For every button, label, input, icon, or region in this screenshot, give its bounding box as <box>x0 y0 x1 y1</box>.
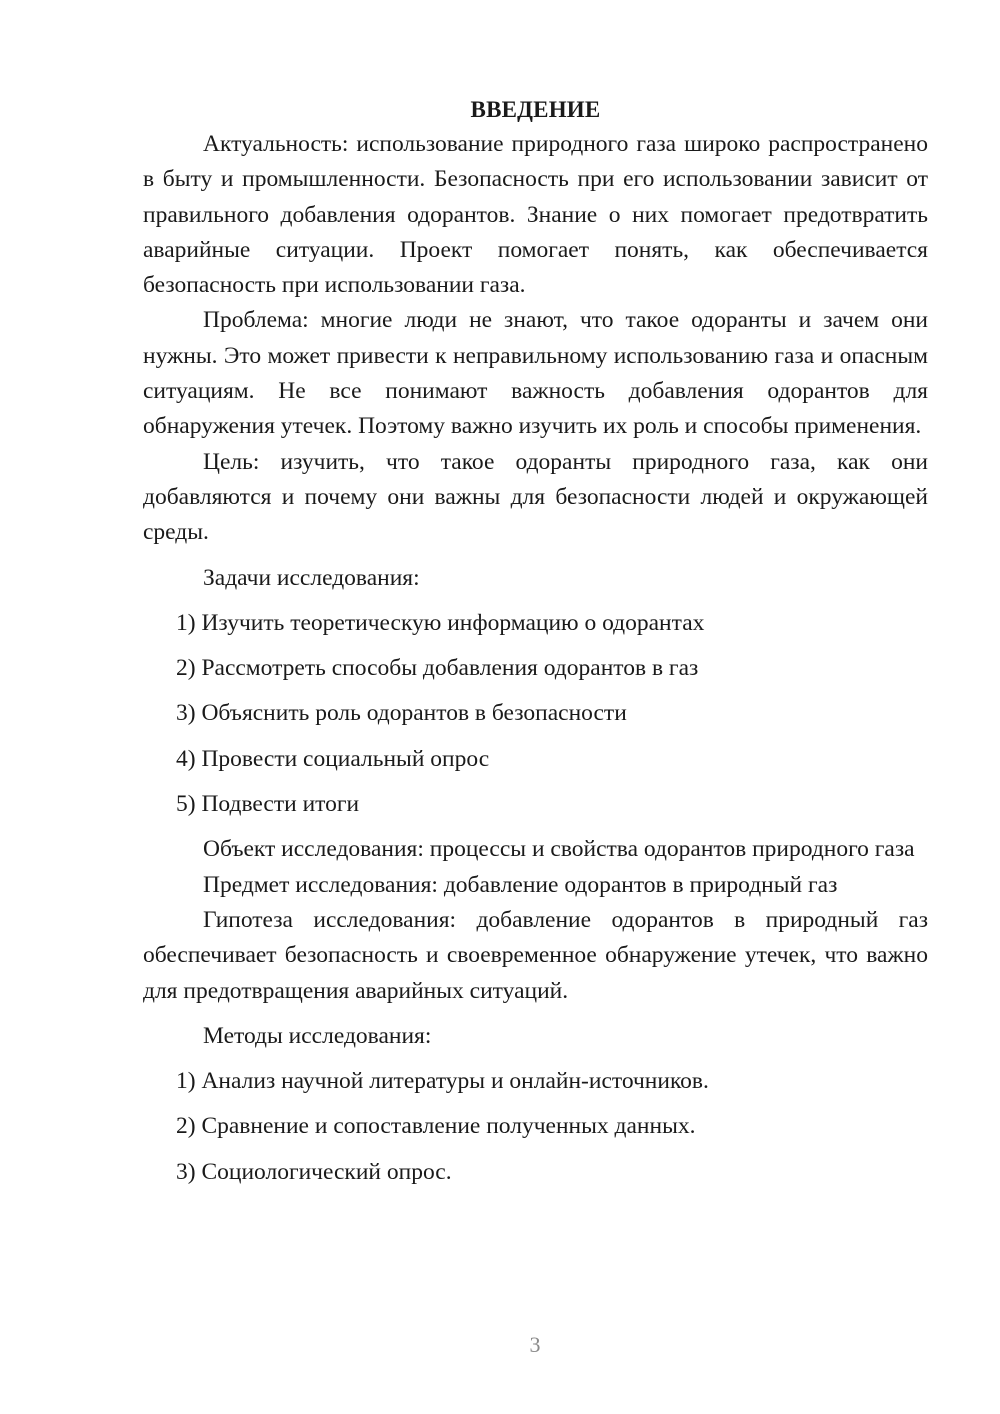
list-item: 2) Рассмотреть способы добавления одорантов в газ <box>176 655 699 682</box>
problem-paragraph: Проблема: многие люди не знают, что такое одоранты и зачем они нужны. Это может привести к неправильному использованию газа и опасным ситуациям. Не все понимают важность добавления одорантов для обнаружения утечек. Поэтому важно изучить их роль и способы применения. <box>143 307 928 440</box>
list-item: 4) Провести социальный опрос <box>176 745 490 772</box>
tasks-list <box>143 606 928 822</box>
list-item: 3) Социологический опрос. <box>176 1158 452 1185</box>
list-item: 1) Анализ научной литературы и онлайн-источников. <box>176 1068 709 1095</box>
list-item: 5) Подвести итоги <box>176 791 360 818</box>
subject-paragraph: Предмет исследования: добавление одорантов в природный газ <box>203 871 838 898</box>
hypothesis-paragraph: Гипотеза исследования: добавление одорантов в природный газ обеспечивает безопасность и своевременное обнаружение утечек, что важно для предотвращения аварийных ситуаций. <box>143 906 928 1004</box>
list-item: 3) Объяснить роль одорантов в безопасности <box>176 700 627 727</box>
methods-list <box>143 1064 928 1190</box>
list-item: 1) Изучить теоретическую информацию о одорантах <box>176 609 705 636</box>
tasks-label: Задачи исследования: <box>203 564 420 591</box>
relevance-paragraph: Актуальность: использование природного газа широко распространено в быту и промышленности. Безопасность при его использовании зависит от правильного добавления одорантов. Знание о них помогает предотвратить аварийные ситуации. Проект помогает понять, как обеспечивается безопасность при использовании газа. <box>143 131 928 299</box>
list-item: 2) Сравнение и сопоставление полученных данных. <box>176 1113 696 1140</box>
object-paragraph: Объект исследования: процессы и свойства одорантов природного газа <box>203 836 915 863</box>
page-number: 3 <box>529 1332 541 1357</box>
page-title: ВВЕДЕНИЕ <box>470 97 601 122</box>
methods-label: Методы исследования: <box>203 1022 432 1049</box>
document-page <box>143 92 928 1190</box>
goal-paragraph: Цель: изучить, что такое одоранты природного газа, как они добавляются и почему они важны для безопасности людей и окружающей среды. <box>143 448 928 546</box>
